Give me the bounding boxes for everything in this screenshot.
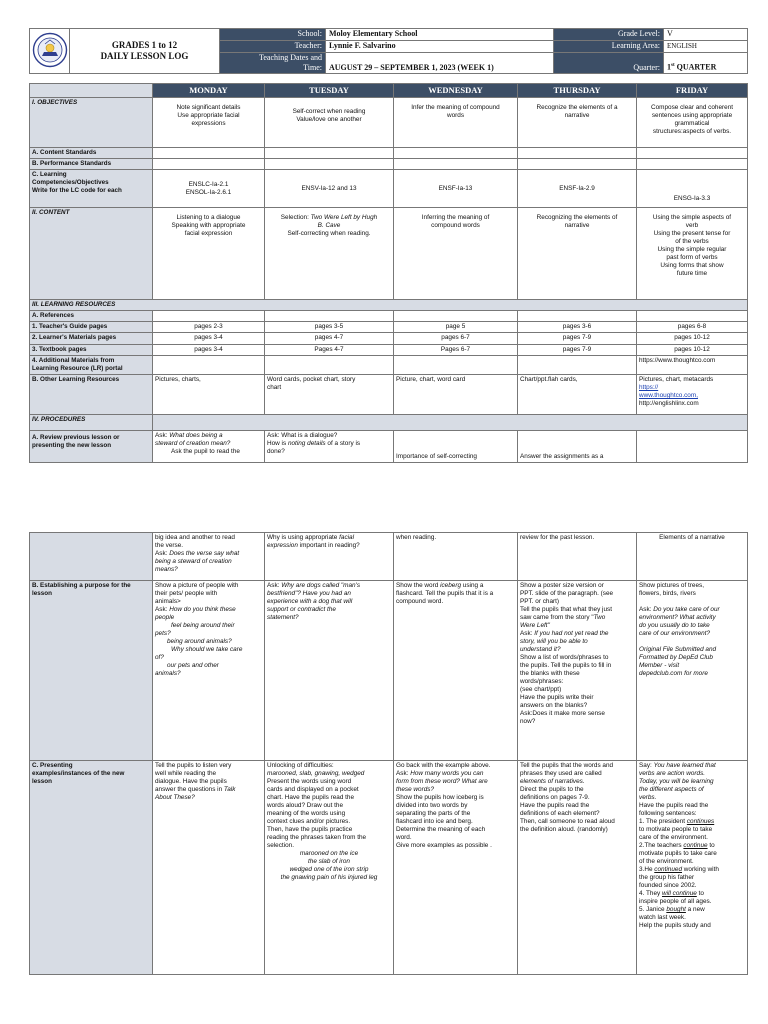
- day-wednesday: WEDNESDAY: [394, 84, 518, 98]
- content-row: [30, 208, 748, 300]
- review-monday: Ask: What does being a steward of creation mean? Ask the pupil to read the: [153, 431, 265, 463]
- other-thursday: Chart/ppt.flah cards,: [518, 375, 637, 415]
- competency-friday: ENSG-Ia-3.3: [637, 170, 748, 208]
- teachers-guide-row: [30, 322, 748, 333]
- content-wednesday: Inferring the meaning of compound words: [394, 208, 518, 300]
- presenting-monday: Tell the pupils to listen very well while reading the dialogue. Have the pupils answer the questions in Talk About These?: [153, 761, 265, 975]
- references-row: [30, 311, 748, 322]
- tg-wednesday: page 5: [394, 322, 518, 333]
- content-standards-label: A. Content Standards: [30, 148, 153, 159]
- presenting-label: C. Presenting examples/instances of the new lesson: [30, 761, 153, 975]
- procedures-row: [30, 415, 748, 431]
- lm-thursday: pages 7-9: [518, 333, 637, 345]
- review-wednesday-cont: when reading.: [394, 533, 518, 581]
- additional-materials-row: [30, 356, 748, 375]
- objectives-friday: Compose clear and coherent sentences using appropriate grammatical structures:aspects of verbs.: [637, 98, 748, 148]
- review-tuesday: Ask: What is a dialogue? How is noting details of a story is done?: [265, 431, 394, 463]
- presenting-thursday: Tell the pupils that the words and phrases they used are called elements of narratives. Direct the pupils to the definitions on pages 7-9. Have the pupils read the definitions of each element? Then, call someone to read aloud the definition aloud. (randomly): [518, 761, 637, 975]
- content-tuesday: Selection: Two Were Left by Hugh B. Cave Self-correcting when reading.: [265, 208, 394, 300]
- additional-friday: https://www.thoughtco.com: [637, 356, 748, 375]
- presenting-wednesday: Go back with the example above. Ask: How many words you can form from these word? What are these words? Show the pupils how iceberg is divided into two words by separating the parts of the flashcard into ice and berg. Determine the meaning of each word. Give more examples as possible .: [394, 761, 518, 975]
- review-wednesday: Importance of self-correcting: [394, 431, 518, 463]
- textbook-label: 3. Textbook pages: [30, 345, 153, 356]
- grade-label: Grade Level:: [554, 29, 664, 41]
- day-friday: FRIDAY: [637, 84, 748, 98]
- thoughtco-link-2[interactable]: www.thoughtco.com,: [639, 392, 698, 399]
- tb-friday: pages 10-12: [637, 345, 748, 356]
- area-value: ENGLISH: [664, 41, 748, 53]
- tg-thursday: pages 3-6: [518, 322, 637, 333]
- tb-wednesday: Pages 6-7: [394, 345, 518, 356]
- review-thursday-cont: review for the past lesson.: [518, 533, 637, 581]
- tg-friday: pages 6-8: [637, 322, 748, 333]
- review-thursday: Answer the assignments as a: [518, 431, 637, 463]
- learners-materials-row: [30, 333, 748, 345]
- content-friday: Using the simple aspects of verb Using the present tense for of the verbs Using the simple regular past form of verbs Using forms that show future time: [637, 208, 748, 300]
- content-monday: Listening to a dialogue Speaking with appropriate facial expression: [153, 208, 265, 300]
- grade-value: V: [664, 29, 748, 41]
- purpose-monday: Show a picture of people with their pets/ people with animals> Ask: How do you think these people feel being around their pets? being around animals? Why should we take care of? our pets and other animals?: [153, 581, 265, 761]
- document-title: GRADES 1 to 12 DAILY LESSON LOG: [70, 29, 220, 74]
- review-friday-cont: Elements of a narrative: [637, 533, 748, 581]
- day-tuesday: TUESDAY: [265, 84, 394, 98]
- purpose-row: [30, 581, 748, 761]
- lm-wednesday: pages 6-7: [394, 333, 518, 345]
- lesson-table-page2: [29, 532, 748, 975]
- teacher-value: Lynnie F. Salvarino: [326, 41, 554, 53]
- resources-row: [30, 300, 748, 311]
- deped-seal-logo: [30, 29, 70, 74]
- objectives-label: I. OBJECTIVES: [30, 98, 153, 148]
- additional-materials-label: 4. Additional Materials from Learning Resource (LR) portal: [30, 356, 153, 375]
- tb-thursday: pages 7-9: [518, 345, 637, 356]
- day-header-row: [30, 84, 748, 98]
- tg-tuesday: pages 3-5: [265, 322, 394, 333]
- dates-label: Teaching Dates and Time:: [220, 53, 326, 74]
- other-monday: Pictures, charts,: [153, 375, 265, 415]
- performance-standards-label: B. Performance Standards: [30, 159, 153, 170]
- content-standards-row: [30, 148, 748, 159]
- references-label: A. References: [30, 311, 153, 322]
- tb-monday: pages 3-4: [153, 345, 265, 356]
- objectives-tuesday: Self-correct when reading Value/love one another: [265, 98, 394, 148]
- performance-standards-row: [30, 159, 748, 170]
- content-thursday: Recognizing the elements of narrative: [518, 208, 637, 300]
- competency-tuesday: ENSV-Ia-12 and 13: [265, 170, 394, 208]
- deped-seal-icon: [32, 32, 68, 68]
- objectives-wednesday: Infer the meaning of compound words: [394, 98, 518, 148]
- quarter-label: Quarter:: [554, 53, 664, 74]
- school-value: Moloy Elementary School: [326, 29, 554, 41]
- header-table: [29, 28, 748, 74]
- competency-thursday: ENSF-Ia-2.9: [518, 170, 637, 208]
- purpose-thursday: Show a poster size version or PPT. slide of the paragraph. (see PPT. or chart) Tell the pupils that what they just saw came from the story "Two Were Left" Ask: If you had not yet read the story, will you be able to understand it? Show a list of words/phrases to the pupils. Tell the pupils to fill in the blanks with these words/phrases: (see chart/ppt) Have the pupils write their answers on the blanks? Ask:Does it make more sense now?: [518, 581, 637, 761]
- content-label: II. CONTENT: [30, 208, 153, 300]
- other-resources-label: B. Other Learning Resources: [30, 375, 153, 415]
- review-tuesday-cont: Why is using appropriate facial expression important in reading?: [265, 533, 394, 581]
- thoughtco-link[interactable]: https://: [639, 384, 659, 391]
- lesson-table-page1: [29, 83, 748, 463]
- other-friday: Pictures, chart, metacards https:// www.thoughtco.com, http://englishlinx.com: [637, 375, 748, 415]
- purpose-wednesday: Show the word iceberg using a flashcard. Tell the pupils that it is a compound word.: [394, 581, 518, 761]
- presenting-friday: Say: You have learned that verbs are action words. Today, you will be learning the different aspects of verbs. Have the pupils read the following sentences: 1. The president continues to motivate people to take care of the environment. 2.The teachers continue to motivate pupils to take care of the environment. 3.He continued working with the group his father founded since 2002. 4. They will continue to inspire people of all ages. 5. Janice bought a new watch last week. Help the pupils study and: [637, 761, 748, 975]
- dates-value: AUGUST 29 – SEPTEMBER 1, 2023 (WEEK 1): [326, 53, 554, 74]
- objectives-row: [30, 98, 748, 148]
- school-label: School:: [220, 29, 326, 41]
- area-label: Learning Area:: [554, 41, 664, 53]
- presenting-tuesday: Unlocking of difficulties: marooned, slab, gnawing, wedged Present the words using word cards and displayed on a pocket chart. Have the pupils read the words aloud? Draw out the meaning of the words using context clues and/or pictures. Then, have the pupils practice reading the phrases taken from the selection. marooned on the ice the slab of iron wedged one of the iron strip the gnawing pain of his injured leg: [265, 761, 394, 975]
- competency-wednesday: ENSF-Ia-13: [394, 170, 518, 208]
- textbook-row: [30, 345, 748, 356]
- review-monday-cont: big idea and another to read the verse. Ask: Does the verse say what being a steward of creation means?: [153, 533, 265, 581]
- purpose-friday: Show pictures of trees, flowers, birds, rivers Ask: Do you take care of our environment? What activity do you usually do to take care of our environment? Original File Submitted and Formatted by DepEd Club Member - visit depedclub.com for more: [637, 581, 748, 761]
- page-1: [29, 28, 747, 463]
- objectives-thursday: Recognize the elements of a narrative: [518, 98, 637, 148]
- procedures-label: IV. PROCEDURES: [30, 415, 153, 431]
- lm-tuesday: pages 4-7: [265, 333, 394, 345]
- resources-label: III. LEARNING RESOURCES: [30, 300, 748, 311]
- tb-tuesday: Pages 4-7: [265, 345, 394, 356]
- presenting-row: [30, 761, 748, 975]
- teachers-guide-label: 1. Teacher's Guide pages: [30, 322, 153, 333]
- teacher-label: Teacher:: [220, 41, 326, 53]
- other-resources-row: [30, 375, 748, 415]
- quarter-value: 1st QUARTER: [664, 53, 748, 74]
- page-2: [29, 532, 747, 975]
- purpose-tuesday: Ask: Why are dogs called "man's bestfriend"? Have you had an experience with a dog that will support or contradict the statement?: [265, 581, 394, 761]
- review-row-p2: [30, 533, 748, 581]
- lm-friday: pages 10-12: [637, 333, 748, 345]
- competency-monday: ENSLC-Ia-2.1 ENSOL-Ia-2.6.1: [153, 170, 265, 208]
- objectives-monday: Note significant details Use appropriate facial expressions: [153, 98, 265, 148]
- review-label: A. Review previous lesson or presenting the new lesson: [30, 431, 153, 463]
- day-thursday: THURSDAY: [518, 84, 637, 98]
- competencies-label: C. Learning Competencies/Objectives Write for the LC code for each: [30, 170, 153, 208]
- purpose-label: B. Establishing a purpose for the lesson: [30, 581, 153, 761]
- competencies-row: [30, 170, 748, 208]
- other-tuesday: Word cards, pocket chart, story chart: [265, 375, 394, 415]
- other-wednesday: Picture, chart, word card: [394, 375, 518, 415]
- lm-monday: pages 3-4: [153, 333, 265, 345]
- day-monday: MONDAY: [153, 84, 265, 98]
- review-row-p1: [30, 431, 748, 463]
- learners-materials-label: 2. Learner's Materials pages: [30, 333, 153, 345]
- tg-monday: pages 2-3: [153, 322, 265, 333]
